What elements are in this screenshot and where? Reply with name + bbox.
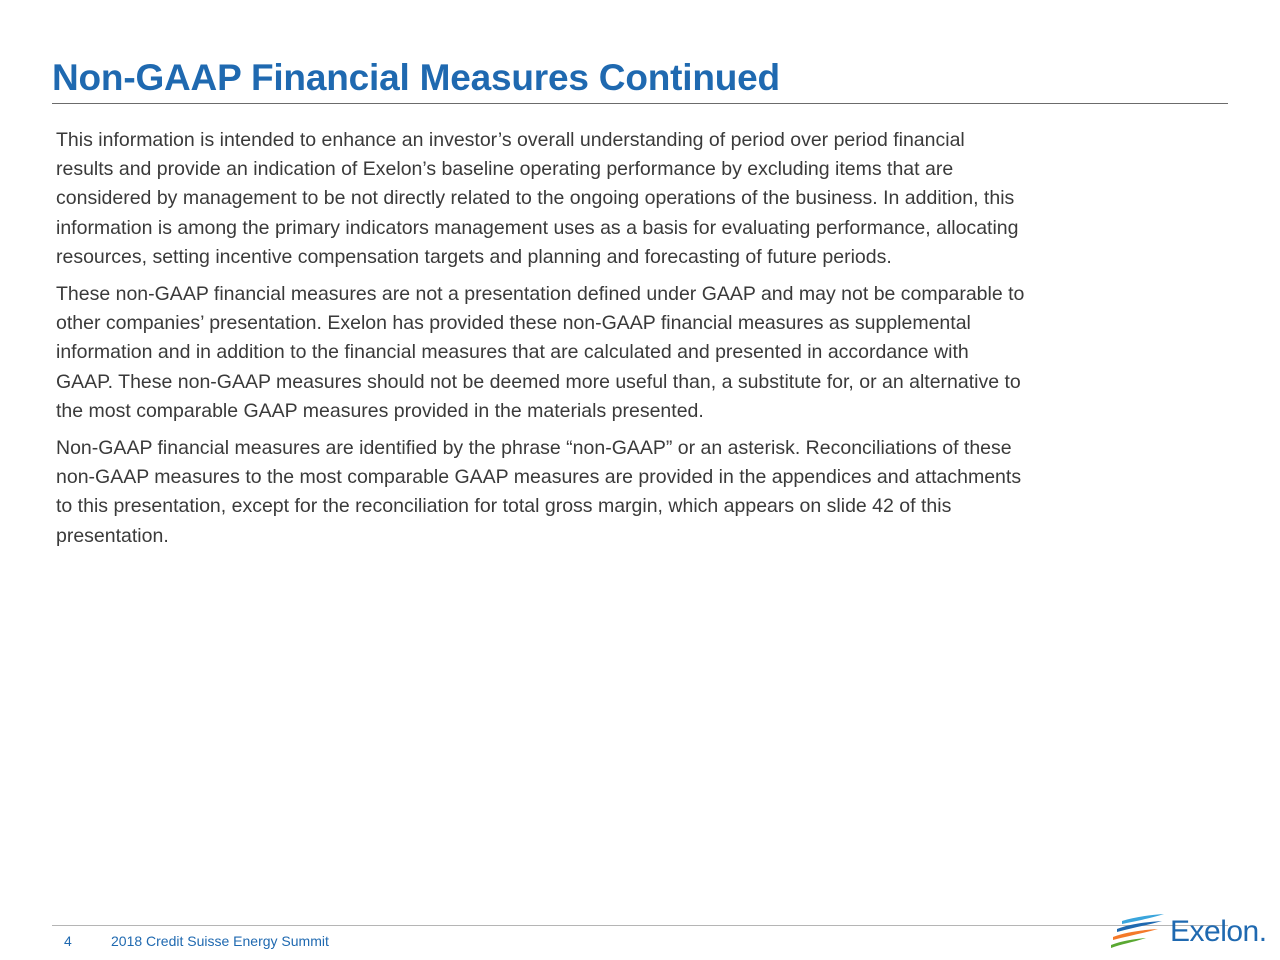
paragraph-line: considered by management to be not directly related to the ongoing operations of the business. In addition, this [56,187,1015,210]
paragraph-line: results and provide an indication of Exelon’s baseline operating performance by excluding items that are [56,158,954,181]
paragraph-line: These non-GAAP financial measures are not a presentation defined under GAAP and may not be comparable to [56,283,1025,306]
slide-number: 4 [64,933,72,949]
slide-title: Non-GAAP Financial Measures Continued [52,57,780,98]
paragraph-1 [56,126,1240,272]
body-text [56,126,1240,559]
paragraph-line: non-GAAP measures to the most comparable GAAP measures are provided in the appendices and attachments [56,466,1022,489]
paragraph-line: information is among the primary indicators management uses as a basis for evaluating performance, allocating [56,216,1019,239]
footer-divider [52,925,1228,926]
paragraph-line: to this presentation, except for the reconciliation for total gross margin, which appears on slide 42 of this [56,495,952,518]
paragraph-line: resources, setting incentive compensation targets and planning and forecasting of future periods. [56,245,892,268]
paragraph-line: Non-GAAP financial measures are identified by the phrase “non-GAAP” or an asterisk. Reconciliations of these [56,437,1012,460]
title-divider [52,103,1228,104]
exelon-logo [1110,908,1270,952]
event-name: 2018 Credit Suisse Energy Summit [111,933,329,949]
paragraph-line: information and in addition to the financial measures that are calculated and presented in accordance with [56,341,969,364]
exelon-swoosh-icon [1110,912,1166,952]
paragraph-2 [56,280,1240,426]
exelon-logo-text: Exelon. [1170,915,1267,948]
paragraph-line: presentation. [56,524,169,547]
paragraph-3 [56,434,1240,551]
paragraph-line: the most comparable GAAP measures provided in the materials presented. [56,399,704,422]
paragraph-line: This information is intended to enhance an investor’s overall understanding of period over period financial [56,129,965,151]
paragraph-line: other companies’ presentation. Exelon has provided these non-GAAP financial measures as supplemental [56,312,971,335]
paragraph-line: GAAP. These non-GAAP measures should not be deemed more useful than, a substitute for, or an alternative to [56,370,1021,393]
